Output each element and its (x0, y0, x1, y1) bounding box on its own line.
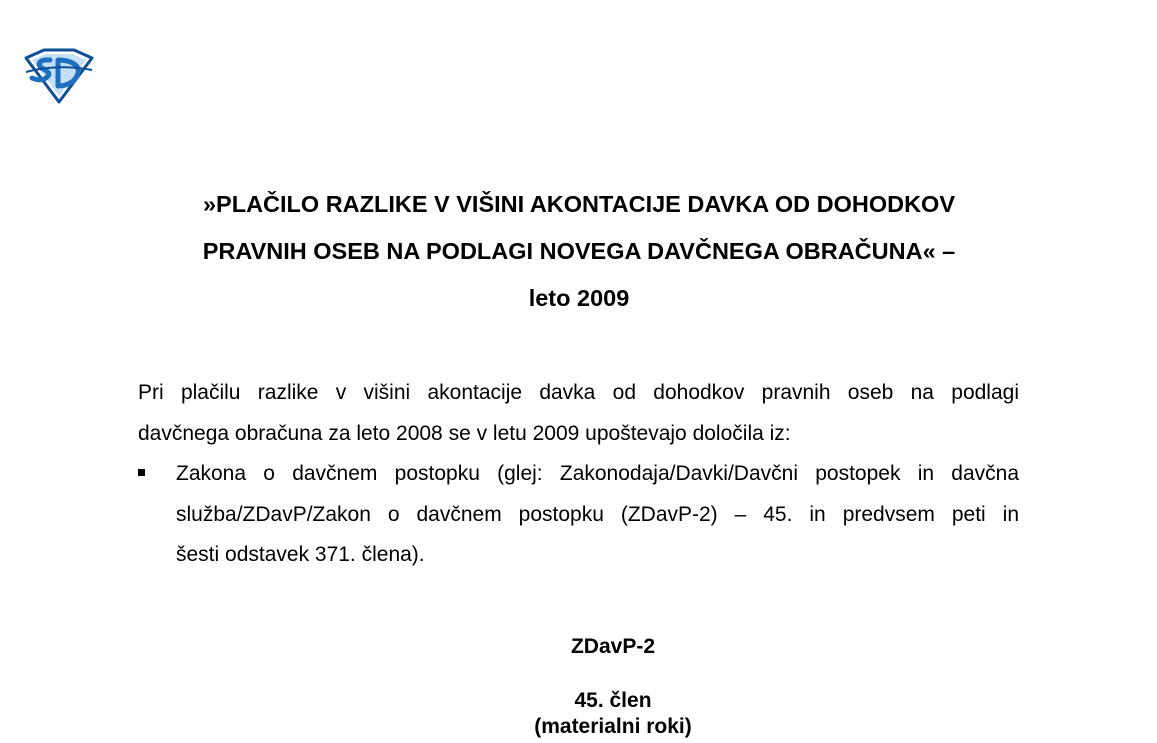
article-number: 45. člen (574, 689, 652, 712)
title-line-2: PRAVNIH OSEB NA PODLAGI NOVEGA DAVČNEGA OBRAČUNA« – (202, 238, 956, 264)
title-line-1: »PLAČILO RAZLIKE V VIŠINI AKONTACIJE DAVKA OD DOHODKOV (202, 191, 956, 217)
bullet-line-1: Zakona o davčnem postopku (glej: Zakonodaja/Davki/Davčni postopek in davčna (176, 462, 1019, 485)
intro-line-1: Pri plačilu razlike v višini akontacije davka od dohodkov pravnih oseb na podlagi (138, 381, 1019, 404)
article-title: (materialni roki) (534, 715, 692, 738)
title-line-3: leto 2009 (528, 285, 630, 311)
square-bullet-icon (138, 469, 145, 476)
sd-logo-icon (22, 48, 96, 104)
bullet-line-2: služba/ZDavP/Zakon o davčnem postopku (ZDavP-2) – 45. in predvsem peti in (176, 502, 1019, 526)
article-heading (0, 688, 1157, 740)
intro-paragraph (138, 373, 1019, 454)
law-code-heading: ZDavP-2 (570, 635, 656, 658)
bullet-text (176, 454, 1019, 576)
list-item (138, 454, 1019, 576)
bullet-line-3: šesti odstavek 371. člena). (176, 543, 425, 566)
document-title (130, 181, 1028, 322)
intro-line-2: davčnega obračuna za leto 2008 se v letu 2009 upoštevajo določila iz: (138, 421, 791, 445)
